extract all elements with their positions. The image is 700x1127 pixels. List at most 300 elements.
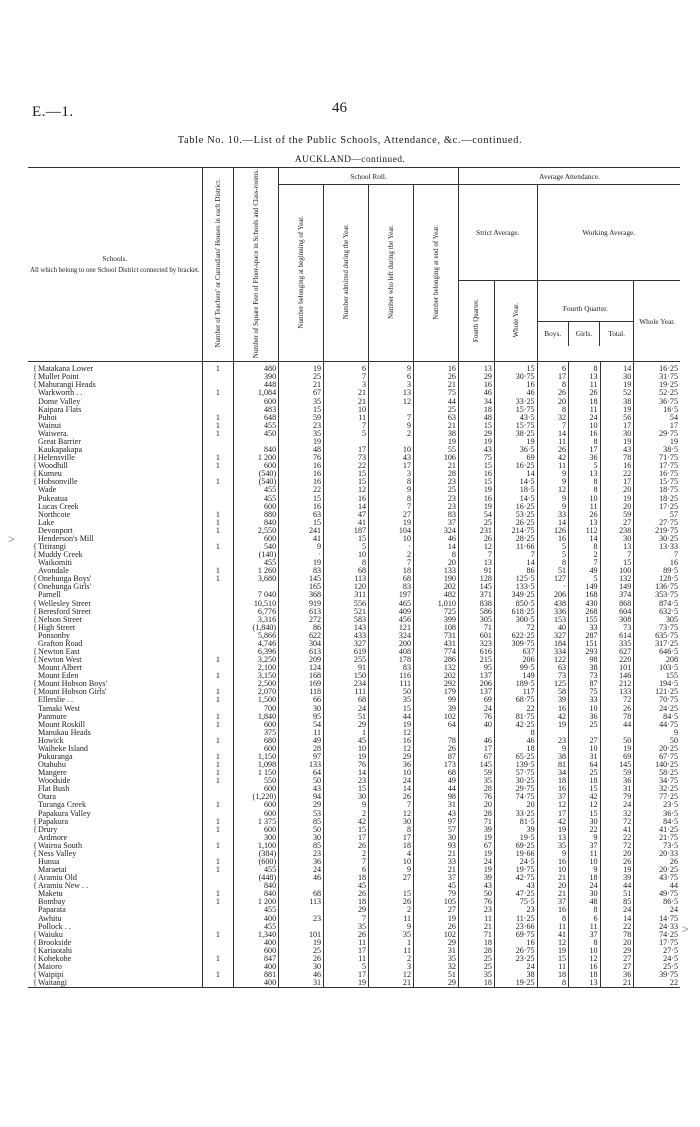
cell-wy: 73·5 [634, 842, 680, 850]
cell-bo: 8 [537, 381, 568, 389]
cell-wy: 14·75 [634, 915, 680, 923]
cell-t: 1 [202, 462, 233, 470]
cell-ra: 15 [324, 785, 369, 793]
cell-bo: 125 [537, 680, 568, 688]
table-row [28, 793, 680, 801]
cell-gi: 98 [569, 656, 600, 664]
header-fourth-quarter-group [537, 281, 634, 362]
cell-sw: 29·75 [494, 785, 537, 793]
cell-ra: 143 [324, 624, 369, 632]
table-row [28, 906, 680, 914]
table-row [28, 745, 680, 753]
cell-to: 69 [600, 753, 634, 761]
cell-gi: 17 [569, 446, 600, 454]
cell-to: 43 [600, 446, 634, 454]
cell-ra: 111 [324, 688, 369, 696]
schools-table [28, 167, 680, 988]
cell-rl: 24 [369, 777, 414, 785]
cell-rb: 36 [279, 858, 324, 866]
cell-re: 30 [414, 834, 459, 842]
cell-re: 731 [414, 632, 459, 640]
cell-bo: 20 [537, 398, 568, 406]
cell-ra: 45 [324, 882, 369, 890]
cell-sw: 33·25 [494, 810, 537, 818]
cell-t: 1 [202, 362, 233, 374]
cell-bo: 11 [537, 438, 568, 446]
cell-fs: 400 [234, 915, 279, 923]
cell-rl: 9 [369, 362, 414, 374]
cell-re: 26 [414, 923, 459, 931]
cell-bo: 35 [537, 842, 568, 850]
school-name-cell [28, 705, 202, 713]
cell-re: 31 [414, 801, 459, 809]
school-name: Brookside [38, 938, 72, 947]
cell-ra: 7 [324, 373, 369, 381]
cell-t: 1 [202, 478, 233, 486]
cell-to: 78 [600, 454, 634, 462]
cell-wy: 20·33 [634, 850, 680, 858]
cell-gi: 16 [569, 963, 600, 971]
school-name-cell [28, 761, 202, 769]
cell-wy: 43·75 [634, 874, 680, 882]
school-name-cell [28, 551, 202, 559]
cell-rb: 48 [279, 446, 324, 454]
cell-rl: 15 [369, 890, 414, 898]
cell-rl: 19 [369, 721, 414, 729]
cell-sw: 75·5 [494, 898, 537, 906]
cell-t: 1 [202, 858, 233, 866]
cell-re: 75 [414, 389, 459, 397]
cell-sw: 28·25 [494, 535, 537, 543]
cell-s4: 20 [458, 801, 494, 809]
table-row [28, 470, 680, 478]
table-row [28, 874, 680, 882]
school-name: Mount Eden [38, 672, 79, 681]
cell-s4: 13 [458, 362, 494, 374]
cell-rb: 15 [279, 519, 324, 527]
cell-re: 102 [414, 931, 459, 939]
cell-t [202, 406, 233, 414]
cell-wy: 89·5 [634, 567, 680, 575]
cell-wy: 27·5 [634, 947, 680, 955]
cell-s4: 838 [458, 599, 494, 607]
school-name: Wade [38, 486, 57, 495]
header-working-whole-year: Whole Year. [634, 281, 680, 362]
table-row [28, 737, 680, 745]
cell-sw: 637 [494, 648, 537, 656]
cell-gi: 33 [569, 696, 600, 704]
cell-fs: 483 [234, 406, 279, 414]
school-name: Woodside [38, 777, 71, 786]
school-name-cell [28, 381, 202, 389]
cell-rb: 19 [279, 438, 324, 446]
cell-sw: 53·25 [494, 511, 537, 519]
cell-wy: 39·75 [634, 971, 680, 979]
school-name: Kaipara Flats [38, 405, 82, 414]
cell-to: 14 [600, 915, 634, 923]
school-name: Wainui [38, 421, 62, 430]
cell-ra: 15 [324, 826, 369, 834]
cell-gi: 168 [569, 591, 600, 599]
cell-rb: 50 [279, 777, 324, 785]
cell-s4: 28 [458, 785, 494, 793]
cell-re: 179 [414, 688, 459, 696]
cell-ra: 10 [324, 406, 369, 414]
school-name-cell [28, 955, 202, 963]
cell-rb: 41 [279, 535, 324, 543]
cell-bo: 7 [537, 422, 568, 430]
table-row [28, 971, 680, 979]
table-row [28, 454, 680, 462]
cell-rl: 7 [369, 414, 414, 422]
cell-t [202, 745, 233, 753]
cell-rb: 59 [279, 414, 324, 422]
cell-t [202, 599, 233, 607]
cell-wy: 29·75 [634, 430, 680, 438]
cell-rb: 43 [279, 785, 324, 793]
cell-gi: 48 [569, 898, 600, 906]
cell-fs: 455 [234, 559, 279, 567]
district-bracket: { [33, 954, 37, 963]
cell-gi: 5 [569, 462, 600, 470]
school-name: Titirangi [38, 542, 67, 551]
table-row [28, 486, 680, 494]
cell-s4: 11 [458, 915, 494, 923]
school-name-cell [28, 470, 202, 478]
cell-gi: 87 [569, 680, 600, 688]
cell-fs: 300 [234, 834, 279, 842]
cell-ra: 16 [324, 494, 369, 502]
school-name-cell [28, 591, 202, 599]
cell-rl: 116 [369, 672, 414, 680]
school-name-cell [28, 478, 202, 486]
cell-rb: 165 [279, 583, 324, 591]
cell-bo: 16 [537, 858, 568, 866]
header-school-roll: School Roll. [279, 168, 459, 185]
cell-fs: 6,396 [234, 648, 279, 656]
cell-bo: 17 [537, 810, 568, 818]
cell-fs: 540 [234, 543, 279, 551]
cell-re: 202 [414, 672, 459, 680]
school-name-cell [28, 664, 202, 672]
cell-gi: 8 [569, 939, 600, 947]
cell-s4: 29 [458, 430, 494, 438]
cell-bo: 21 [537, 874, 568, 882]
school-name: Ness Valley [38, 849, 77, 858]
cell-sw: 46 [494, 389, 537, 397]
cell-sw: 309·75 [494, 640, 537, 648]
school-name: Mount Hobson Boys' [38, 680, 107, 689]
school-name-cell [28, 656, 202, 664]
cell-s4: 137 [458, 672, 494, 680]
school-name: Tamaki West [38, 704, 81, 713]
cell-fs: 2,100 [234, 664, 279, 672]
cell-fs: 480 [234, 362, 279, 374]
district-bracket: { [33, 583, 37, 592]
cell-rl: 197 [369, 591, 414, 599]
cell-wy: 23·5 [634, 801, 680, 809]
school-name: Ellerslie . . [38, 696, 74, 705]
table-row [28, 753, 680, 761]
cell-ra: 5 [324, 963, 369, 971]
table-row [28, 640, 680, 648]
cell-ra: 73 [324, 454, 369, 462]
cell-ra: 2 [324, 810, 369, 818]
cell-sw: 15·75 [494, 422, 537, 430]
school-name: Devonport [38, 526, 73, 535]
school-name: Dome Valley [38, 397, 81, 406]
cell-to: 36 [600, 777, 634, 785]
cell-gi: 30 [569, 818, 600, 826]
school-name-cell [28, 640, 202, 648]
table-row [28, 979, 680, 988]
cell-s4: 67 [458, 842, 494, 850]
cell-gi: 10 [569, 494, 600, 502]
cell-s4: 15 [458, 478, 494, 486]
cell-wy: 41·25 [634, 826, 680, 834]
cell-s4: 7 [458, 551, 494, 559]
school-name: Grafton Road [38, 639, 83, 648]
cell-ra: 35 [324, 923, 369, 931]
cell-fs: (600) [234, 858, 279, 866]
cell-rl: 17 [369, 462, 414, 470]
cell-rb: 15 [279, 406, 324, 414]
cell-gi: 6 [569, 915, 600, 923]
district-bracket: { [33, 971, 37, 980]
cell-fs: 1 150 [234, 769, 279, 777]
school-name-cell [28, 406, 202, 414]
cell-s4: 29 [458, 373, 494, 381]
school-name-cell [28, 729, 202, 737]
cell-sw: 30·75 [494, 373, 537, 381]
cell-ra: 15 [324, 535, 369, 543]
cell-ra: 311 [324, 591, 369, 599]
cell-rl: 408 [369, 648, 414, 656]
cell-to: 17 [600, 478, 634, 486]
cell-t [202, 583, 233, 591]
table-row [28, 478, 680, 486]
cell-ra: 8 [324, 559, 369, 567]
table-row [28, 535, 680, 543]
cell-wy: 632·5 [634, 608, 680, 616]
cell-bo: 327 [537, 632, 568, 640]
cell-fs: 2,070 [234, 688, 279, 696]
cell-s4: 76 [458, 793, 494, 801]
cell-s4: 215 [458, 656, 494, 664]
cell-rl: 27 [369, 874, 414, 882]
cell-bo: 9 [537, 503, 568, 511]
cell-t: 1 [202, 890, 233, 898]
cell-to: 29 [600, 947, 634, 955]
school-name: Onehunga Boys' [38, 575, 92, 584]
cell-rl: 17 [369, 834, 414, 842]
school-name: Otara [38, 793, 56, 802]
cell-gi: 7 [569, 559, 600, 567]
cell-sw: 622·25 [494, 632, 537, 640]
cell-ra: 12 [324, 486, 369, 494]
cell-bo: 63 [537, 664, 568, 672]
cell-bo: 34 [537, 769, 568, 777]
district-bracket: { [33, 825, 37, 834]
cell-wy: 32·25 [634, 785, 680, 793]
school-name: Warkworth . . [38, 389, 83, 398]
school-name: Howick [38, 736, 64, 745]
cell-s4: 616 [458, 648, 494, 656]
table-row [28, 810, 680, 818]
school-name-cell [28, 785, 202, 793]
cell-fs: (448) [234, 874, 279, 882]
cell-bo: 12 [537, 801, 568, 809]
cell-bo: 42 [537, 818, 568, 826]
cell-rb: 133 [279, 761, 324, 769]
cell-to: 52 [600, 389, 634, 397]
cell-t [202, 939, 233, 947]
school-name: High Street [38, 623, 76, 632]
school-name-cell [28, 818, 202, 826]
cell-ra: 234 [324, 680, 369, 688]
cell-sw: 24 [494, 963, 537, 971]
school-name: Waiuku [38, 930, 63, 939]
school-name-cell [28, 567, 202, 575]
cell-bo: 9 [537, 494, 568, 502]
cell-rl: 16 [369, 737, 414, 745]
school-name-cell [28, 793, 202, 801]
cell-re: 14 [414, 543, 459, 551]
cell-wy: 17 [634, 422, 680, 430]
cell-to: 308 [600, 616, 634, 624]
cell-bo [537, 729, 568, 737]
cell-rb: 85 [279, 818, 324, 826]
table-title: Table No. 10.—List of the Public Schools, Attendance, &c.—continued. [177, 135, 523, 146]
cell-re: 133 [414, 567, 459, 575]
school-name-cell [28, 535, 202, 543]
cell-to: 20 [600, 939, 634, 947]
cell-wy: 317·25 [634, 640, 680, 648]
cell-t: 1 [202, 511, 233, 519]
cell-re: 25 [414, 486, 459, 494]
cell-fs [234, 583, 279, 591]
school-name: Maketu [38, 890, 63, 899]
cell-ra: 433 [324, 632, 369, 640]
school-name-cell [28, 939, 202, 947]
cell-bo: 16 [537, 705, 568, 713]
table-row [28, 858, 680, 866]
cell-rl: 18 [369, 842, 414, 850]
cell-fs: 1,084 [234, 389, 279, 397]
cell-s4: 13 [458, 559, 494, 567]
school-name: Northcote [38, 510, 71, 519]
cell-to: 13 [600, 543, 634, 551]
cell-gi: 268 [569, 608, 600, 616]
cell-wy: 24·33 [634, 923, 680, 931]
cell-sw: 11·25 [494, 915, 537, 923]
cell-wy: 84·5 [634, 713, 680, 721]
cell-gi: 8 [569, 906, 600, 914]
cell-sw: 349·25 [494, 591, 537, 599]
cell-bo: 18 [537, 971, 568, 979]
cell-to: 146 [600, 672, 634, 680]
cell-rb [279, 882, 324, 890]
cell-re: 44 [414, 398, 459, 406]
cell-rb: 113 [279, 898, 324, 906]
school-name-cell [28, 575, 202, 583]
cell-rl: 18 [369, 567, 414, 575]
cell-wy: 54 [634, 414, 680, 422]
cell-fs: 450 [234, 430, 279, 438]
cell-bo: 5 [537, 543, 568, 551]
cell-rl: 30 [369, 818, 414, 826]
cell-sw: 30·25 [494, 777, 537, 785]
cell-wy: 16 [634, 559, 680, 567]
cell-bo: 26 [537, 446, 568, 454]
cell-bo: 42 [537, 713, 568, 721]
cell-s4: 19 [458, 438, 494, 446]
cell-ra: 30 [324, 793, 369, 801]
cell-bo: 16 [537, 906, 568, 914]
cell-ra: 15 [324, 470, 369, 478]
cell-gi: 155 [569, 616, 600, 624]
cell-s4: 24 [458, 705, 494, 713]
cell-rb: 64 [279, 769, 324, 777]
cell-fs: 455 [234, 906, 279, 914]
cell-gi: 112 [569, 527, 600, 535]
cell-bo: · [537, 583, 568, 591]
cell-sw: 11·66 [494, 543, 537, 551]
cell-fs: 3,680 [234, 575, 279, 583]
cell-re: 63 [414, 414, 459, 422]
cell-to: 100 [600, 567, 634, 575]
cell-gi: 15 [569, 810, 600, 818]
cell-s4: 25 [458, 519, 494, 527]
cell-rb: 50 [279, 826, 324, 834]
cell-t [202, 664, 233, 672]
cell-gi: 430 [569, 599, 600, 607]
table-body [28, 362, 680, 988]
cell-rb: 95 [279, 713, 324, 721]
table-row [28, 519, 680, 527]
header-floor-space: Number of Square Feet of Floor-space in Schools and Class-rooms. [234, 168, 279, 362]
school-name-cell [28, 971, 202, 979]
cell-bo: 11 [537, 963, 568, 971]
cell-to: 24 [600, 801, 634, 809]
cell-t: 1 [202, 672, 233, 680]
cell-wy: 71·75 [634, 454, 680, 462]
cell-fs: 600 [234, 801, 279, 809]
cell-rl: 324 [369, 632, 414, 640]
cell-s4: 601 [458, 632, 494, 640]
cell-re: 106 [414, 454, 459, 462]
cell-sw: 7 [494, 551, 537, 559]
district-bracket: { [33, 551, 37, 560]
school-name-cell [28, 511, 202, 519]
cell-ra: 22 [324, 462, 369, 470]
cell-fs: 600 [234, 745, 279, 753]
cell-rb: 19 [279, 559, 324, 567]
table-row [28, 591, 680, 599]
cell-to: 31 [600, 785, 634, 793]
cell-s4: 25 [458, 963, 494, 971]
cell-s4: 43 [458, 446, 494, 454]
district-bracket: { [33, 623, 37, 632]
table-row [28, 656, 680, 664]
cell-fs [234, 438, 279, 446]
cell-re: 16 [414, 362, 459, 374]
cell-sw: 72 [494, 624, 537, 632]
table-row [28, 947, 680, 955]
cell-rl: 50 [369, 688, 414, 696]
cell-re: 98 [414, 793, 459, 801]
cell-to: 133 [600, 688, 634, 696]
